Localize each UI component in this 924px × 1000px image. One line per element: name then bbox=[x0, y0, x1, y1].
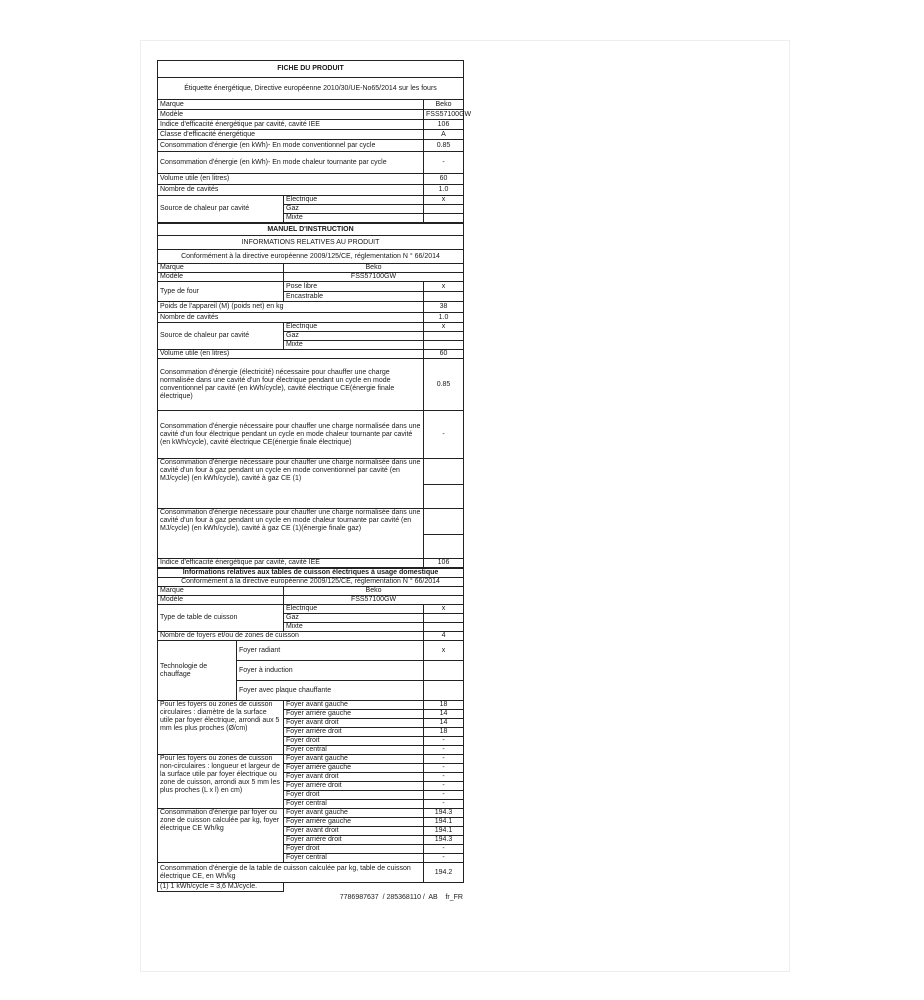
type-table-label: Type de table de cuisson bbox=[158, 605, 284, 632]
fiche-label: Indice d'efficacité énergétique par cavité, cavité IEE bbox=[158, 120, 424, 130]
fiche-value: 60 bbox=[424, 174, 464, 185]
option-value: x bbox=[424, 196, 464, 205]
option-value bbox=[424, 292, 464, 302]
option-value: x bbox=[424, 605, 464, 614]
empty-cell bbox=[284, 883, 464, 892]
fiche-value: - bbox=[424, 152, 464, 174]
conversion-note: (1) 1 kWh/cycle = 3,6 MJ/cycle. bbox=[158, 883, 284, 892]
option-name: Mixte bbox=[284, 214, 424, 223]
foyer-name: Foyer avant gauche bbox=[284, 809, 424, 818]
foyer-value: 194.3 bbox=[424, 809, 464, 818]
foyer-name: Foyer avant gauche bbox=[284, 755, 424, 764]
foyer-name: Foyer arrière gauche bbox=[284, 710, 424, 719]
conso-electrique-conventionnel-value: 0.85 bbox=[424, 359, 464, 411]
non-circulaires-label: Pour les foyers ou zones de cuisson non-circulaires : longueur et largeur de la surface utile par foyer électrique ou zone de cuisson, arrondi aux 5 mm les plus proches (L x l) en cm) bbox=[158, 755, 284, 809]
option-name: Foyer radiant bbox=[237, 641, 424, 661]
marque-value: Beko bbox=[284, 587, 464, 596]
foyer-value: 18 bbox=[424, 701, 464, 710]
tables-title: Informations relatives aux tables de cuisson électriques à usage domestique bbox=[158, 569, 464, 578]
modele-label: Modèle bbox=[158, 273, 284, 282]
option-name: Pose libre bbox=[284, 282, 424, 292]
foyer-name: Foyer droit bbox=[284, 845, 424, 854]
option-value bbox=[424, 623, 464, 632]
iee-value: 106 bbox=[424, 559, 464, 568]
conso-gaz-conventionnel-label: Consommation d'énergie nécessaire pour chauffer une charge normalisée dans une cavité d'un four à gaz pendant un cycle en mode conventionnel par cavité (en MJ/cycle) (en kWh/cycle), cavité à gaz CE (1) bbox=[158, 459, 424, 509]
fiche-value: A bbox=[424, 130, 464, 140]
empty-cell bbox=[424, 535, 464, 559]
fiche-value: Beko bbox=[424, 100, 464, 110]
option-value bbox=[424, 661, 464, 681]
tables-cuisson-table bbox=[157, 568, 464, 892]
option-name: Gaz bbox=[284, 614, 424, 623]
tables-directive: Conformément à la directive européenne 2009/125/CE, réglementation N ° 66/2014 bbox=[158, 578, 464, 587]
conso-electrique-tournante-label: Consommation d'énergie nécessaire pour chauffer une charge normalisée dans une cavité d'un four électrique pendant un cycle en mode chaleur tournante par cavité (en kWh/cycle), cavité électrique CE(énergie finale électrique) bbox=[158, 411, 424, 459]
foyer-name: Foyer avant droit bbox=[284, 719, 424, 728]
fiche-table bbox=[157, 60, 472, 223]
manuel-title: MANUEL D'INSTRUCTION bbox=[158, 224, 464, 236]
empty-cell bbox=[424, 485, 464, 509]
volume-label: Volume utile (en litres) bbox=[158, 350, 424, 359]
foyer-name: Foyer arrière gauche bbox=[284, 818, 424, 827]
circulaires-label: Pour les foyers ou zones de cuisson circulaires : diamètre de la surface utile par foyer électrique, arrondi aux 5 mm les plus proches (Ø/cm) bbox=[158, 701, 284, 755]
fiche-value: 106 bbox=[424, 120, 464, 130]
poids-value: 38 bbox=[424, 302, 464, 313]
modele-label: Modèle bbox=[158, 596, 284, 605]
fiche-subtitle: Étiquette énergétique, Directive européenne 2010/30/UE-No65/2014 sur les fours bbox=[158, 78, 464, 100]
foyer-name: Foyer arrière droit bbox=[284, 836, 424, 845]
product-sheet bbox=[157, 60, 472, 901]
option-name: Mixte bbox=[284, 341, 424, 350]
option-name: Electrique bbox=[284, 323, 424, 332]
option-name: Mixte bbox=[284, 623, 424, 632]
foyer-name: Foyer central bbox=[284, 854, 424, 863]
option-value: x bbox=[424, 282, 464, 292]
option-value: x bbox=[424, 641, 464, 661]
foyer-value: 14 bbox=[424, 719, 464, 728]
foyer-value: 14 bbox=[424, 710, 464, 719]
foyer-value: - bbox=[424, 746, 464, 755]
foyer-name: Foyer central bbox=[284, 746, 424, 755]
foyers-label: Nombre de foyers et/ou de zones de cuisson bbox=[158, 632, 424, 641]
foyer-name: Foyer arrière droit bbox=[284, 782, 424, 791]
option-name: Foyer à induction bbox=[237, 661, 424, 681]
manuel-subtitle: INFORMATIONS RELATIVES AU PRODUIT bbox=[158, 236, 464, 250]
option-value bbox=[424, 341, 464, 350]
conso-gaz-tournante-label: Consommation d'énergie nécessaire pour chauffer une charge normalisée dans une cavité d'un four à gaz pendant un cycle en mode chaleur tournante par cavité (en MJ/cycle) (en kWh/cycle), cavité à gaz CE (1)(énergie finale gaz) bbox=[158, 509, 424, 559]
foyer-value: - bbox=[424, 845, 464, 854]
marque-label: Marque bbox=[158, 587, 284, 596]
foyer-value: - bbox=[424, 755, 464, 764]
foyer-name: Foyer avant droit bbox=[284, 827, 424, 836]
modele-value: FSS57100GW bbox=[284, 596, 464, 605]
foyer-value: - bbox=[424, 800, 464, 809]
foyer-value: - bbox=[424, 854, 464, 863]
foyer-value: - bbox=[424, 764, 464, 773]
foyer-value: 18 bbox=[424, 728, 464, 737]
foyer-name: Foyer central bbox=[284, 800, 424, 809]
fiche-title: FICHE DU PRODUIT bbox=[158, 61, 464, 78]
option-name: Gaz bbox=[284, 332, 424, 341]
option-name: Foyer avec plaque chauffante bbox=[237, 681, 424, 701]
fiche-label: Nombre de cavités bbox=[158, 185, 424, 196]
foyer-name: Foyer droit bbox=[284, 737, 424, 746]
fiche-label: Classe d'efficacité énergétique bbox=[158, 130, 424, 140]
conso-electrique-conventionnel-label: Consommation d'énergie (électricité) nécessaire pour chauffer une charge normalisée dans une cavité d'un four électrique pendant un cycle en mode conventionnel par cavité (en kWh/cycle), cavité électrique CE(énergie finale électrique) bbox=[158, 359, 424, 411]
fiche-label: Modèle bbox=[158, 110, 424, 120]
foyer-value: 194.3 bbox=[424, 836, 464, 845]
modele-value: FSS57100GW bbox=[284, 273, 464, 282]
cavites-label: Nombre de cavités bbox=[158, 313, 424, 323]
marque-label: Marque bbox=[158, 264, 284, 273]
option-value bbox=[424, 205, 464, 214]
foyer-value: - bbox=[424, 791, 464, 800]
option-name: Electrique bbox=[284, 605, 424, 614]
source-label: Source de chaleur par cavité bbox=[158, 323, 284, 350]
marque-value: Beko bbox=[284, 264, 464, 273]
conso-table-total-value: 194.2 bbox=[424, 863, 464, 883]
foyer-name: Foyer droit bbox=[284, 791, 424, 800]
empty-cell bbox=[424, 459, 464, 485]
option-value bbox=[424, 681, 464, 701]
iee-label: Indice d'efficacité énergétique par cavité, cavité IEE bbox=[158, 559, 424, 568]
foyers-value: 4 bbox=[424, 632, 464, 641]
conso-table-total-label: Consommation d'énergie de la table de cuisson calculée par kg, table de cuisson électrique CE, en Wh/kg bbox=[158, 863, 424, 883]
conso-foyer-label: Consommation d'énergie par foyer ou zone de cuisson calculée par kg, foyer électrique CE Wh/kg bbox=[158, 809, 284, 863]
conso-electrique-tournante-value: - bbox=[424, 411, 464, 459]
manuel-directive: Conformément à la directive européenne 2009/125/CE, réglementation N ° 66/2014 bbox=[158, 250, 464, 264]
cavites-value: 1.0 bbox=[424, 313, 464, 323]
fiche-value: 1.0 bbox=[424, 185, 464, 196]
fiche-value: FSS57100GW bbox=[424, 110, 464, 120]
fiche-label: Marque bbox=[158, 100, 424, 110]
foyer-value: - bbox=[424, 782, 464, 791]
techno-label: Technologie de chauffage bbox=[158, 641, 237, 701]
fiche-source-label: Source de chaleur par cavité bbox=[158, 196, 284, 223]
foyer-value: - bbox=[424, 737, 464, 746]
empty-cell bbox=[424, 509, 464, 535]
option-value bbox=[424, 332, 464, 341]
option-name: Gaz bbox=[284, 205, 424, 214]
fiche-label: Consommation d'énergie (en kWh)- En mode conventionnel par cycle bbox=[158, 140, 424, 152]
foyer-name: Foyer arrière droit bbox=[284, 728, 424, 737]
foyer-name: Foyer arrière gauche bbox=[284, 764, 424, 773]
option-value bbox=[424, 614, 464, 623]
foyer-name: Foyer avant gauche bbox=[284, 701, 424, 710]
option-value: x bbox=[424, 323, 464, 332]
fiche-label: Volume utile (en litres) bbox=[158, 174, 424, 185]
manuel-table bbox=[157, 223, 464, 568]
foyer-name: Foyer avant droit bbox=[284, 773, 424, 782]
type-four-label: Type de four bbox=[158, 282, 284, 302]
option-name: Electrique bbox=[284, 196, 424, 205]
foyer-value: 194.1 bbox=[424, 827, 464, 836]
option-name: Encastrable bbox=[284, 292, 424, 302]
poids-label: Poids de l'appareil (M) (poids net) en kg bbox=[158, 302, 424, 313]
fiche-value: 0.85 bbox=[424, 140, 464, 152]
foyer-value: 194.1 bbox=[424, 818, 464, 827]
fiche-label: Consommation d'énergie (en kWh)- En mode chaleur tournante par cycle bbox=[158, 152, 424, 174]
option-value bbox=[424, 214, 464, 223]
document-reference-footer: 7786987637 / 285368110 / AB fr_FR bbox=[339, 894, 463, 901]
volume-value: 60 bbox=[424, 350, 464, 359]
foyer-value: - bbox=[424, 773, 464, 782]
